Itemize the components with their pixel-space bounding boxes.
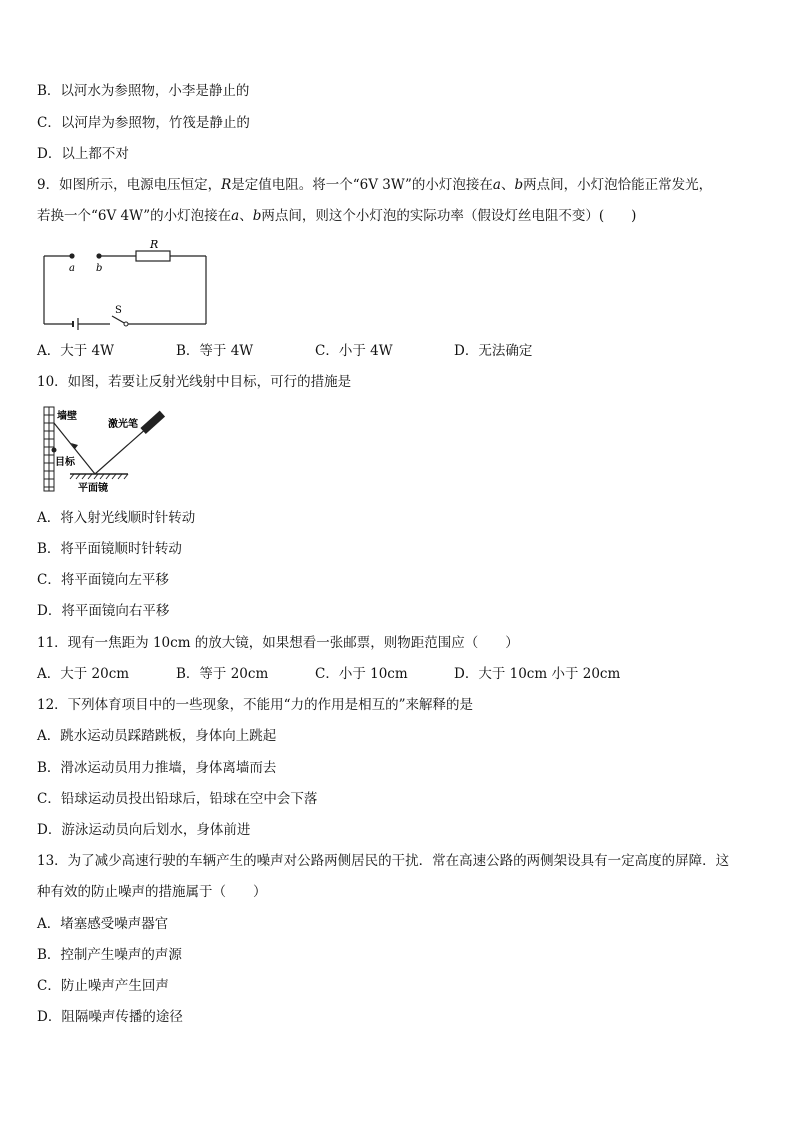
- q10-label-mirror: 平面镜: [78, 483, 108, 494]
- q11-option-d: D．大于 10cm 小于 20cm: [454, 666, 621, 682]
- q13-option-c: C．防止噪声产生回声: [37, 978, 169, 994]
- q10-label-wall: 墙壁: [57, 411, 77, 422]
- q13-stem-line2: 种有效的防止噪声的措施属于（ ）: [37, 884, 267, 900]
- q9-circuit-diagram: [38, 238, 214, 332]
- q11-option-b: B．等于 20cm: [176, 666, 269, 682]
- q9-label-a: a: [69, 263, 75, 274]
- q11-stem: 11．现有一焦距为 10cm 的放大镜，如果想看一张邮票，则物距范围应（ ）: [37, 635, 519, 651]
- q10-option-b: B．将平面镜顺时针转动: [37, 541, 182, 557]
- q8-option-b: B．以河水为参照物，小李是静止的: [37, 83, 250, 99]
- q13-option-b: B．控制产生噪声的声源: [37, 947, 182, 963]
- q13-stem-line1: 13．为了减少高速行驶的车辆产生的噪声对公路两侧居民的干扰．常在高速公路的两侧架设具有一定高度的屏障．这: [37, 853, 730, 869]
- q11-options: [37, 665, 620, 683]
- q10-option-c: C．将平面镜向左平移: [37, 572, 169, 588]
- q9-label-b: b: [96, 263, 103, 274]
- q12-option-b: B．滑冰运动员用力推墙，身体离墙而去: [37, 760, 277, 776]
- q13-option-a: A．堵塞感受噪声器官: [37, 916, 169, 932]
- q9-option-c: C．小于 4W: [315, 343, 393, 359]
- q11-option-c: C．小于 10cm: [315, 666, 408, 682]
- q11-option-a: A．大于 20cm: [37, 666, 130, 682]
- q10-label-laser: 激光笔: [108, 419, 138, 430]
- q12-stem: 12．下列体育项目中的一些现象，不能用“力的作用是相互的”来解释的是: [37, 697, 473, 713]
- q10-reflection-diagram: [40, 403, 165, 495]
- q9-options: [37, 342, 532, 360]
- q9-label-r: R: [150, 238, 159, 251]
- q9-option-a: A．大于 4W: [37, 343, 115, 359]
- q9-stem-line2: 若换一个“6V 4W”的小灯泡接在a、b两点间，则这个小灯泡的实际功率（假设灯丝电阻不变）( ): [37, 208, 637, 224]
- q9-label-s: S: [115, 305, 122, 316]
- q9-option-b: B．等于 4W: [176, 343, 254, 359]
- q9-stem-line1: 9．如图所示，电源电压恒定，R是定值电阻。将一个“6V 3W”的小灯泡接在a、b两点间，小灯泡恰能正常发光，: [37, 177, 713, 193]
- q8-option-d: D．以上都不对: [37, 146, 129, 162]
- q13-option-d: D．阻隔噪声传播的途径: [37, 1009, 183, 1025]
- q10-option-a: A．将入射光线顺时针转动: [37, 510, 196, 526]
- q12-option-c: C．铅球运动员投出铅球后，铅球在空中会下落: [37, 791, 318, 807]
- q10-label-target: 目标: [55, 457, 75, 468]
- q9-option-d: D．无法确定: [454, 343, 533, 359]
- q10-option-d: D．将平面镜向右平移: [37, 603, 170, 619]
- q12-option-d: D．游泳运动员向后划水，身体前进: [37, 822, 251, 838]
- q8-option-c: C．以河岸为参照物，竹筏是静止的: [37, 115, 250, 131]
- q10-stem: 10．如图，若要让反射光线射中目标，可行的措施是: [37, 374, 352, 390]
- q12-option-a: A．跳水运动员踩踏跳板，身体向上跳起: [37, 728, 277, 744]
